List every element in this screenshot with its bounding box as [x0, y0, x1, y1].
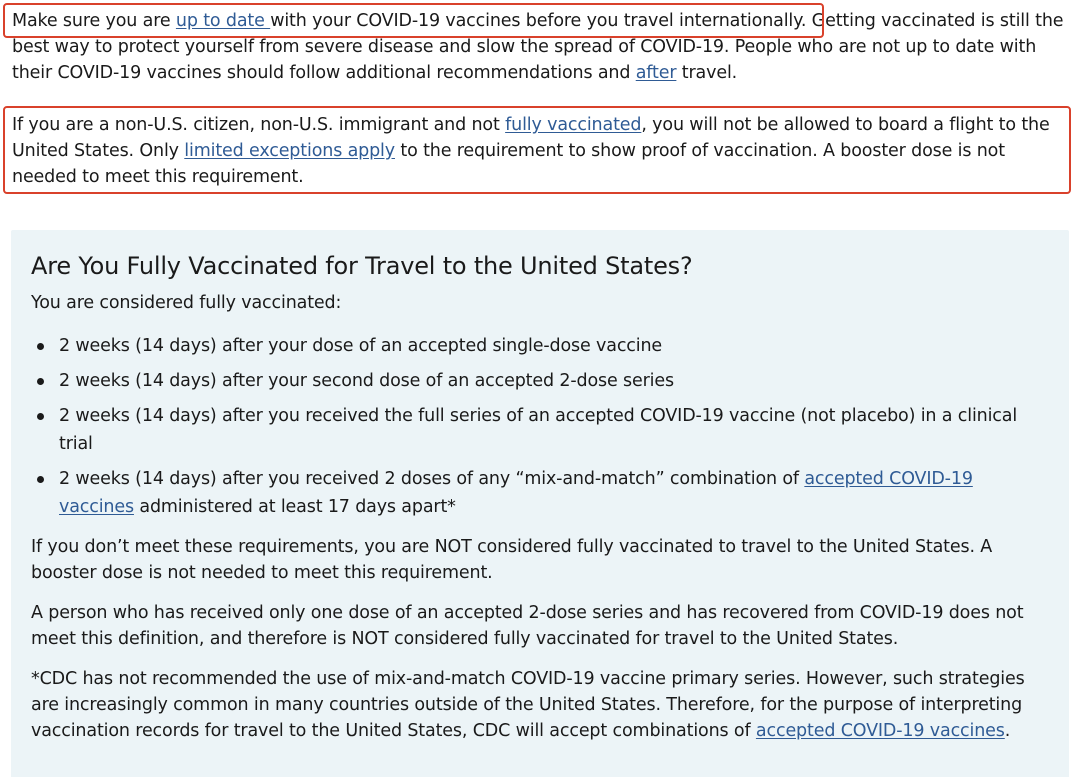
one-dose-paragraph: A person who has received only one dose of an accepted 2-dose series and has recovered from COVID-19 does not meet this definition, and therefore is NOT considered fully vaccinated for travel to the United States. — [31, 603, 1024, 649]
callout-lead: You are considered fully vaccinated: — [31, 293, 342, 313]
list-item-text: 2 weeks (14 days) after your second dose of an accepted 2-dose series — [59, 371, 674, 391]
intro-text-pre: Make sure you are — [12, 11, 176, 31]
list-item-text-end: administered at least 17 days apart* — [133, 497, 456, 517]
list-item — [59, 332, 1051, 360]
intro-text-rest: Getting vaccinated is still the best way to protect yourself from severe disease and slow the spread of COVID-19. People who are not up to date with their COVID-19 vaccines should follow additional recommendations and — [12, 11, 1064, 83]
intro-text-mid: with your COVID-19 vaccines before you travel internationally. — [270, 11, 807, 31]
bullet-icon — [37, 476, 44, 483]
list-item-text: 2 weeks (14 days) after your dose of an accepted single-dose vaccine — [59, 336, 663, 356]
intro-text-end: travel. — [676, 63, 738, 83]
spacer — [31, 652, 1051, 666]
bullet-icon — [37, 413, 44, 420]
requirement-text-end: to the requirement to show proof of vaccination. A booster dose is not needed to meet this requirement. — [12, 141, 1005, 187]
requirement-paragraph — [12, 112, 1072, 190]
up-to-date-link[interactable]: up to date — [175, 11, 271, 31]
bullet-icon — [37, 378, 44, 385]
cdc-footnote-end: . — [1004, 721, 1011, 741]
accepted-vaccines-footnote-link[interactable]: accepted COVID-19 vaccines — [755, 721, 1005, 741]
fully-vaccinated-link[interactable]: fully vaccinated — [505, 115, 642, 135]
list-item — [59, 465, 1051, 521]
intro-paragraph — [12, 8, 1072, 86]
requirement-text-mid: , you will not be allowed to board a flight to the United States. Only — [12, 115, 1050, 161]
list-item-text: 2 weeks (14 days) after you received 2 doses of any “mix-and-match” combination of — [59, 469, 805, 489]
list-item — [59, 367, 1051, 395]
callout-title: Are You Fully Vaccinated for Travel to the United States? — [31, 252, 693, 280]
list-item-text: 2 weeks (14 days) after you received the full series of an accepted COVID-19 vaccine (not placebo) in a clinical trial — [59, 406, 1018, 454]
cdc-footnote-text: *CDC has not recommended the use of mix-and-match COVID-19 vaccine primary series. However, such strategies are increasingly common in many countries outside of the United States. Therefore, for the purpose of interpreting vaccination records for travel to the United States, CDC will accept combinations of — [31, 669, 1025, 741]
cdc-footnote-paragraph — [31, 666, 1051, 744]
accepted-vaccines-link[interactable]: accepted COVID-19 vaccines — [59, 469, 973, 517]
list-item — [59, 402, 1051, 458]
not-met-paragraph: If you don’t meet these requirements, you are NOT considered fully vaccinated to travel to the United States. A booster dose is not needed to meet this requirement. — [31, 537, 993, 583]
limited-exceptions-link[interactable]: limited exceptions apply — [184, 141, 395, 161]
requirement-text-pre: If you are a non-U.S. citizen, non-U.S. immigrant and not — [12, 115, 506, 135]
bullet-icon — [37, 343, 44, 350]
after-travel-link[interactable]: after — [635, 63, 677, 83]
criteria-list — [31, 332, 1051, 521]
callout-content — [31, 250, 1051, 744]
spacer — [31, 586, 1051, 600]
fully-vaccinated-callout — [11, 230, 1069, 777]
